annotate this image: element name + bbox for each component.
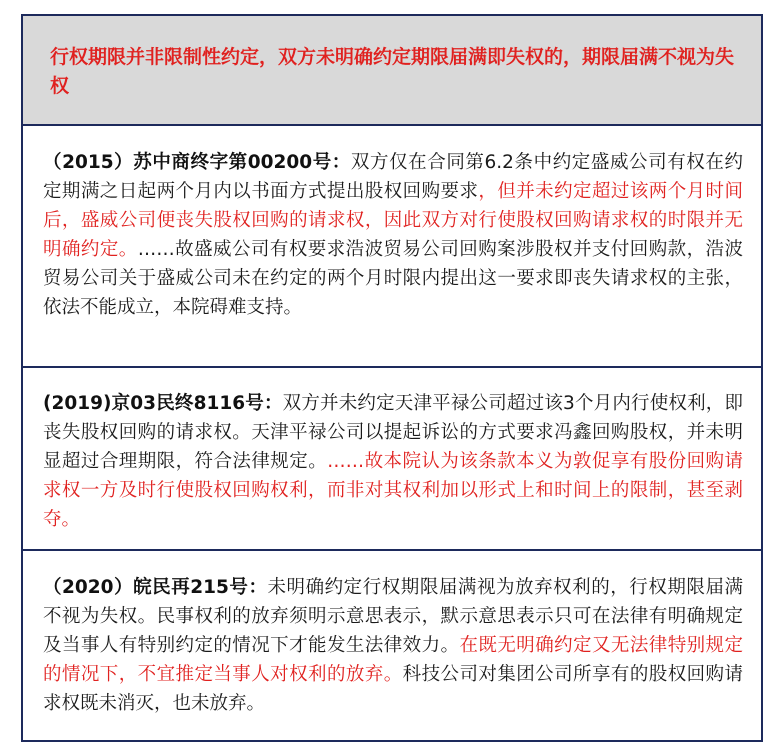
case-text: 未明确约定行权期限届满视为放弃权利的，行权期限届满不视为失权。民事权利的放弃须明示意思表示，默示意思表示只可在法律有明确规定及当事人有特别约定的情况下才能发生法律效力。 <box>43 577 743 656</box>
case-paragraph <box>43 148 743 322</box>
case-text-highlight: ……故本院认为该条款本义为敦促享有股份回购请求权一方及时行使股权回购权利，而非对其权利加以形式上和时间上的限制，甚至剥夺。 <box>43 451 743 530</box>
case-paragraph <box>43 573 743 718</box>
case-reference: (2019)京03民终8116号： <box>43 393 283 414</box>
case-table <box>21 14 763 742</box>
case-text: 双方并未约定天津平禄公司超过该3个月内行使权利，即丧失股权回购的请求权。天津平禄公司以提起诉讼的方式要求冯鑫回购股权，并未明显超过合理期限，符合法律规定。 <box>43 393 743 472</box>
case-row <box>23 368 761 551</box>
case-text: 科技公司对集团公司所享有的股权回购请求权既未消灭，也未放弃。 <box>43 664 743 714</box>
case-text: 双方仅在合同第6.2条中约定盛威公司有权在约定期满之日起两个月内以书面方式提出股权回购要求 <box>43 152 743 202</box>
case-row <box>23 126 761 368</box>
case-text: ……故盛威公司有权要求浩波贸易公司回购案涉股权并支付回购款，浩波贸易公司关于盛威公司未在约定的两个月时限内提出这一要求即丧失请求权的主张，依法不能成立，本院碍难支持。 <box>43 239 743 318</box>
case-text-highlight: ，但并未约定超过该两个月时间后，盛威公司便丧失股权回购的请求权，因此双方对行使股权回购请求权的时限并无明确约定。 <box>43 181 743 260</box>
case-reference: （2015）苏中商终字第00200号： <box>43 152 351 173</box>
table-header <box>23 16 761 126</box>
case-row <box>23 551 761 740</box>
header-title: 行权期限并非限制性约定，双方未明确约定期限届满即失权的，期限届满不视为失权 <box>50 46 735 97</box>
case-text-highlight: 在既无明确约定又无法律特别规定的情况下，不宜推定当事人对权利的放弃。 <box>43 635 743 685</box>
case-reference: （2020）皖民再215号： <box>43 577 268 598</box>
case-paragraph <box>43 389 743 534</box>
